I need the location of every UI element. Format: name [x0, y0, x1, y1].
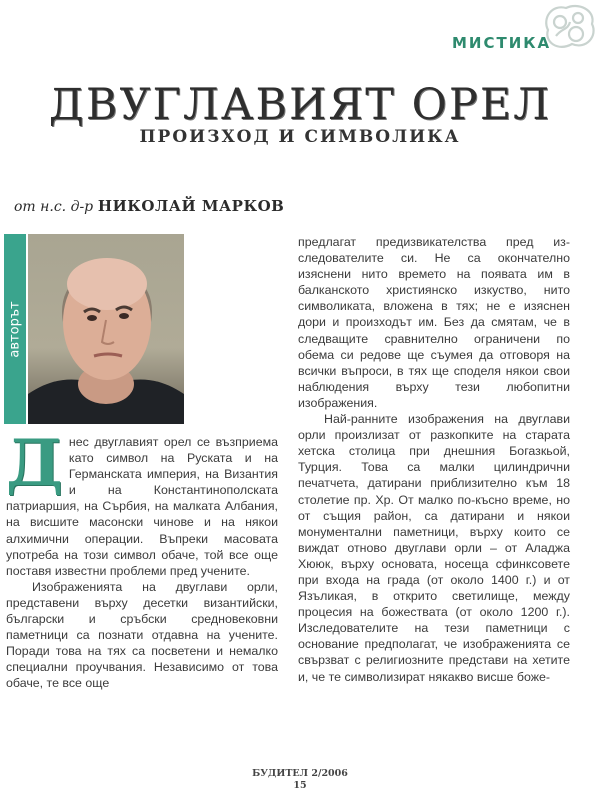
paragraph [6, 426, 278, 579]
article-column-left [6, 426, 278, 692]
publication-issue: БУДИТЕЛ 2/2006 [252, 768, 348, 779]
article-column-right [298, 234, 570, 685]
author-photo-box [4, 234, 184, 424]
section-label: МИСТИКА [452, 34, 552, 52]
drop-cap: Д [6, 426, 63, 501]
article-title: ДВУГЛАВИЯТ ОРЕЛ [48, 80, 552, 130]
paragraph: предлагат предизвикателства пред изследователите си. Не са окончателно изяснени нито времето на появата им в балканското християнско изкуство, нито символиката, вложена в тях; не е изяснен дори и произходът им. Без да смятам, че в следващите сравнително ограничени по обема си редове ще съумея да отговоря на всички въпроси, в тях ще споделя някои свои наблюдения върху тези любопитни изображения. [298, 235, 570, 410]
paragraph: Изображенията на двуглави орли, представени върху десетки византийски, български и сръбски средновековни паметници са познати отдавна на учените. Поради това на тях са посветени и немалко специални проучвания. Независимо от това обаче, те все още [6, 579, 278, 691]
author-name: НИКОЛАЙ МАРКОВ [97, 197, 285, 215]
author-label-band [4, 234, 26, 424]
page-footer [0, 768, 600, 792]
byline-prefix: от н.с. д-р [14, 199, 94, 215]
article-subtitle: ПРОИЗХОД И СИМВОЛИКА [139, 127, 461, 147]
author-portrait-icon [28, 234, 184, 424]
author-photo [28, 234, 184, 424]
byline [14, 197, 284, 215]
paragraph: Най-ранните изображения на двуглави орли произлизат от разкопките на старата хетска столица при днешния Богазкьой, Турция. Това са малки цилиндрични печатчета, датирани приблизително към 18 столетие пр. Хр. От малко по-късно време, но от същия район, са датирани и някои монументални паметници, върху които се виждат отново двуглави орли – от Аладжа Хююк, върху основата, носеща сфинксовете при входа на града (от около 1400 г.) и от Язъликая, в открито светилище, между процесия на божествата (от около 1200 г.). Изследователите на тези паметници с основание предполагат, че изображенията се свързват с религиозните представи на хетите и, че те символизират някакво висше боже- [298, 412, 570, 684]
author-label: авторът [7, 300, 23, 358]
page-number: 15 [293, 780, 307, 791]
paragraph-text: нес двуглавият орел се възприема като символ на Руската и на Германската империя, на Византия и на Константинополската патриаршия, на Сърбия, на малката Албания, на висшите масонски чинове и на някои алхимични операции. Въпреки масовата употреба на този символ обаче, той все още поставя известни проблеми пред учените. [6, 435, 278, 578]
